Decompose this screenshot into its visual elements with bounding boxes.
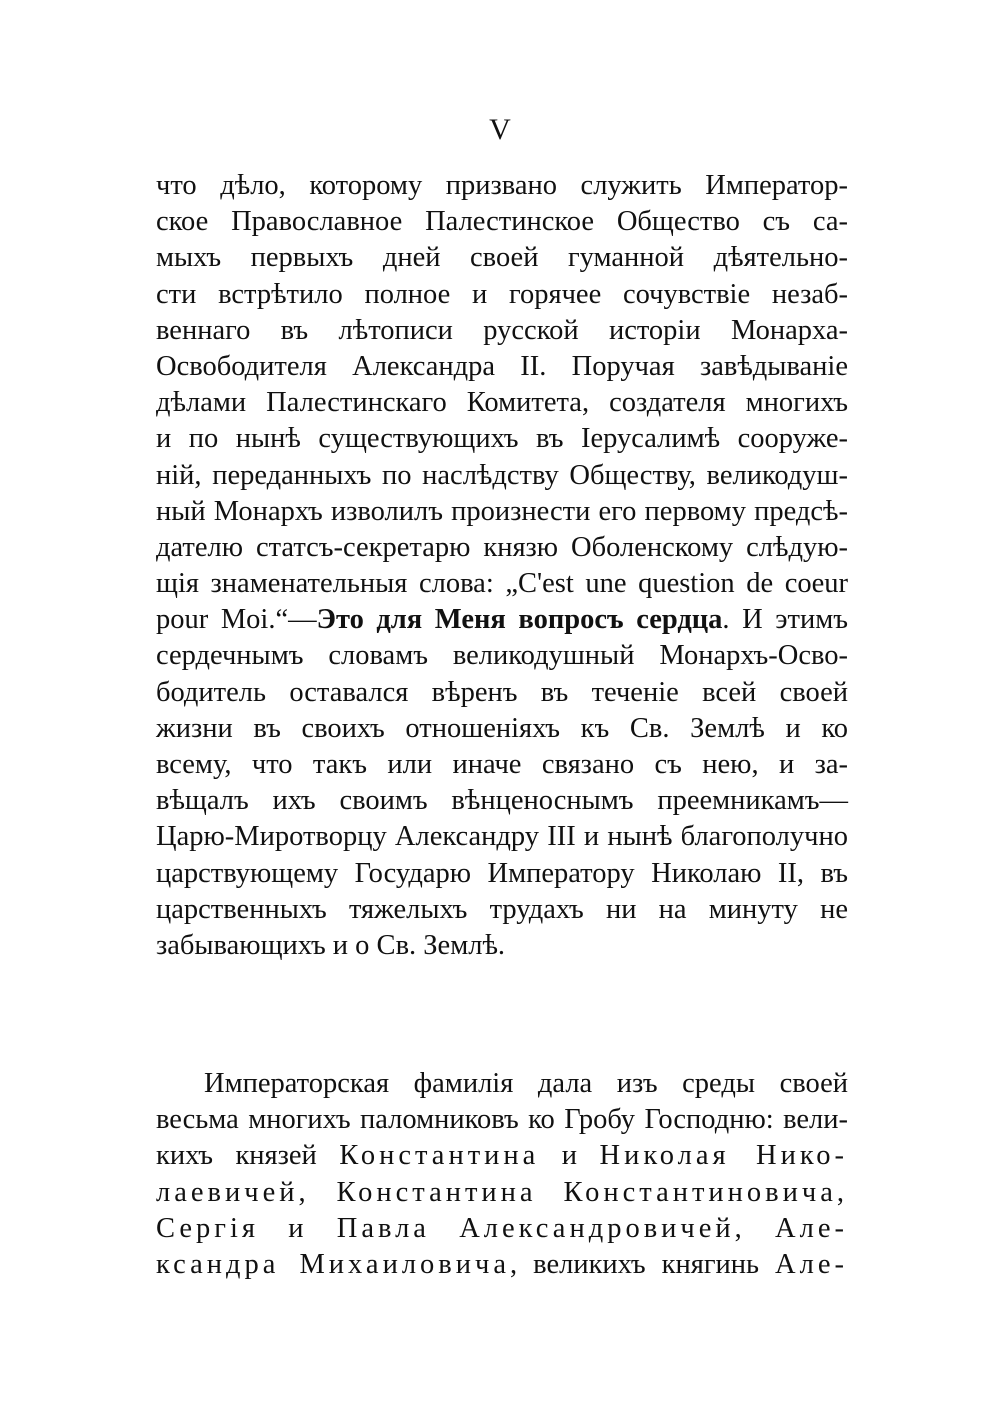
text-fragment: и bbox=[539, 1140, 600, 1172]
text-line-with-names bbox=[156, 1138, 848, 1174]
text-line: бодитель оставался вѣренъ въ теченіе всей своей bbox=[156, 676, 848, 708]
text-line: веннаго въ лѣтописи русской исторіи Монарха- bbox=[156, 314, 848, 346]
text-line: весьма многихъ паломниковъ ко Гробу Господню: вели- bbox=[156, 1104, 848, 1136]
text-line: сердечнымъ словамъ великодушный Монархъ-Осво- bbox=[156, 640, 848, 672]
text-fragment: кихъ князей bbox=[156, 1140, 340, 1172]
text-line: царственныхъ тяжелыхъ трудахъ ни на минуту не bbox=[156, 893, 848, 925]
text-line: жизни въ своихъ отношеніяхъ къ Св. Землѣ и ко bbox=[156, 712, 848, 744]
text-line: забывающихъ и о Св. Землѣ. bbox=[156, 929, 506, 961]
text-line: ній, переданныхъ по наслѣдству Обществу, великодуш- bbox=[156, 459, 848, 491]
text-line: что дѣло, которому призвано служить Император- bbox=[156, 170, 848, 201]
text-line: сти встрѣтило полное и горячее сочувствіе незаб- bbox=[156, 278, 848, 310]
emphasized-quote: Это для Меня вопросъ сердца bbox=[316, 604, 723, 636]
text-line: царствующему Государю Императору Николаю II, въ bbox=[156, 857, 848, 889]
text-line: дателю статсъ-секретарю князю Оболенскому слѣдую- bbox=[156, 531, 848, 563]
spaced-name-line: лаевичей, Константина Константиновича, bbox=[156, 1176, 848, 1208]
text-line: всему, что такъ или иначе связано съ нею, и за- bbox=[156, 749, 848, 780]
text-line-with-emphasis bbox=[156, 602, 848, 638]
text-line: Императорская фамилія дала изъ среды своей bbox=[204, 1068, 848, 1099]
spaced-name-line: Сергія и Павла Александровичей, Але- bbox=[156, 1212, 848, 1244]
text-line: ный Монархъ изволилъ произнести его первому предсѣ- bbox=[156, 495, 848, 527]
spaced-name: Константина bbox=[339, 1140, 540, 1172]
spaced-name: ксандра Михаиловича bbox=[156, 1248, 511, 1280]
text-line: щія знаменательныя слова: „C'est une question de coeur bbox=[156, 568, 848, 600]
text-line: Царю-Миротворцу Александру III и нынѣ благополучно bbox=[156, 821, 848, 853]
text-fragment: pour Moi.“— bbox=[156, 604, 317, 636]
text-line: Освободителя Александра II. Поручая завѣдываніе bbox=[156, 350, 848, 382]
paragraph-2 bbox=[156, 1066, 848, 1283]
text-line: и по нынѣ существующихъ въ Іерусалимѣ сооруже- bbox=[156, 423, 848, 455]
text-line-with-names bbox=[156, 1247, 848, 1283]
text-fragment: . И этимъ bbox=[722, 604, 848, 636]
text-fragment: , великихъ княгинь bbox=[510, 1248, 776, 1280]
spaced-name: Николая Нико- bbox=[599, 1140, 848, 1172]
text-line: вѣщалъ ихъ своимъ вѣнценоснымъ преемникамъ— bbox=[156, 785, 848, 817]
paragraph-1 bbox=[156, 168, 848, 964]
text-line: дѣлами Палестинскаго Комитета, создателя многихъ bbox=[156, 387, 848, 419]
spaced-name: Але- bbox=[775, 1248, 848, 1280]
text-line: ское Православное Палестинское Общество съ са- bbox=[156, 206, 848, 238]
text-line: мыхъ первыхъ дней своей гуманной дѣятельно- bbox=[156, 242, 848, 274]
page-number: V bbox=[489, 113, 511, 146]
